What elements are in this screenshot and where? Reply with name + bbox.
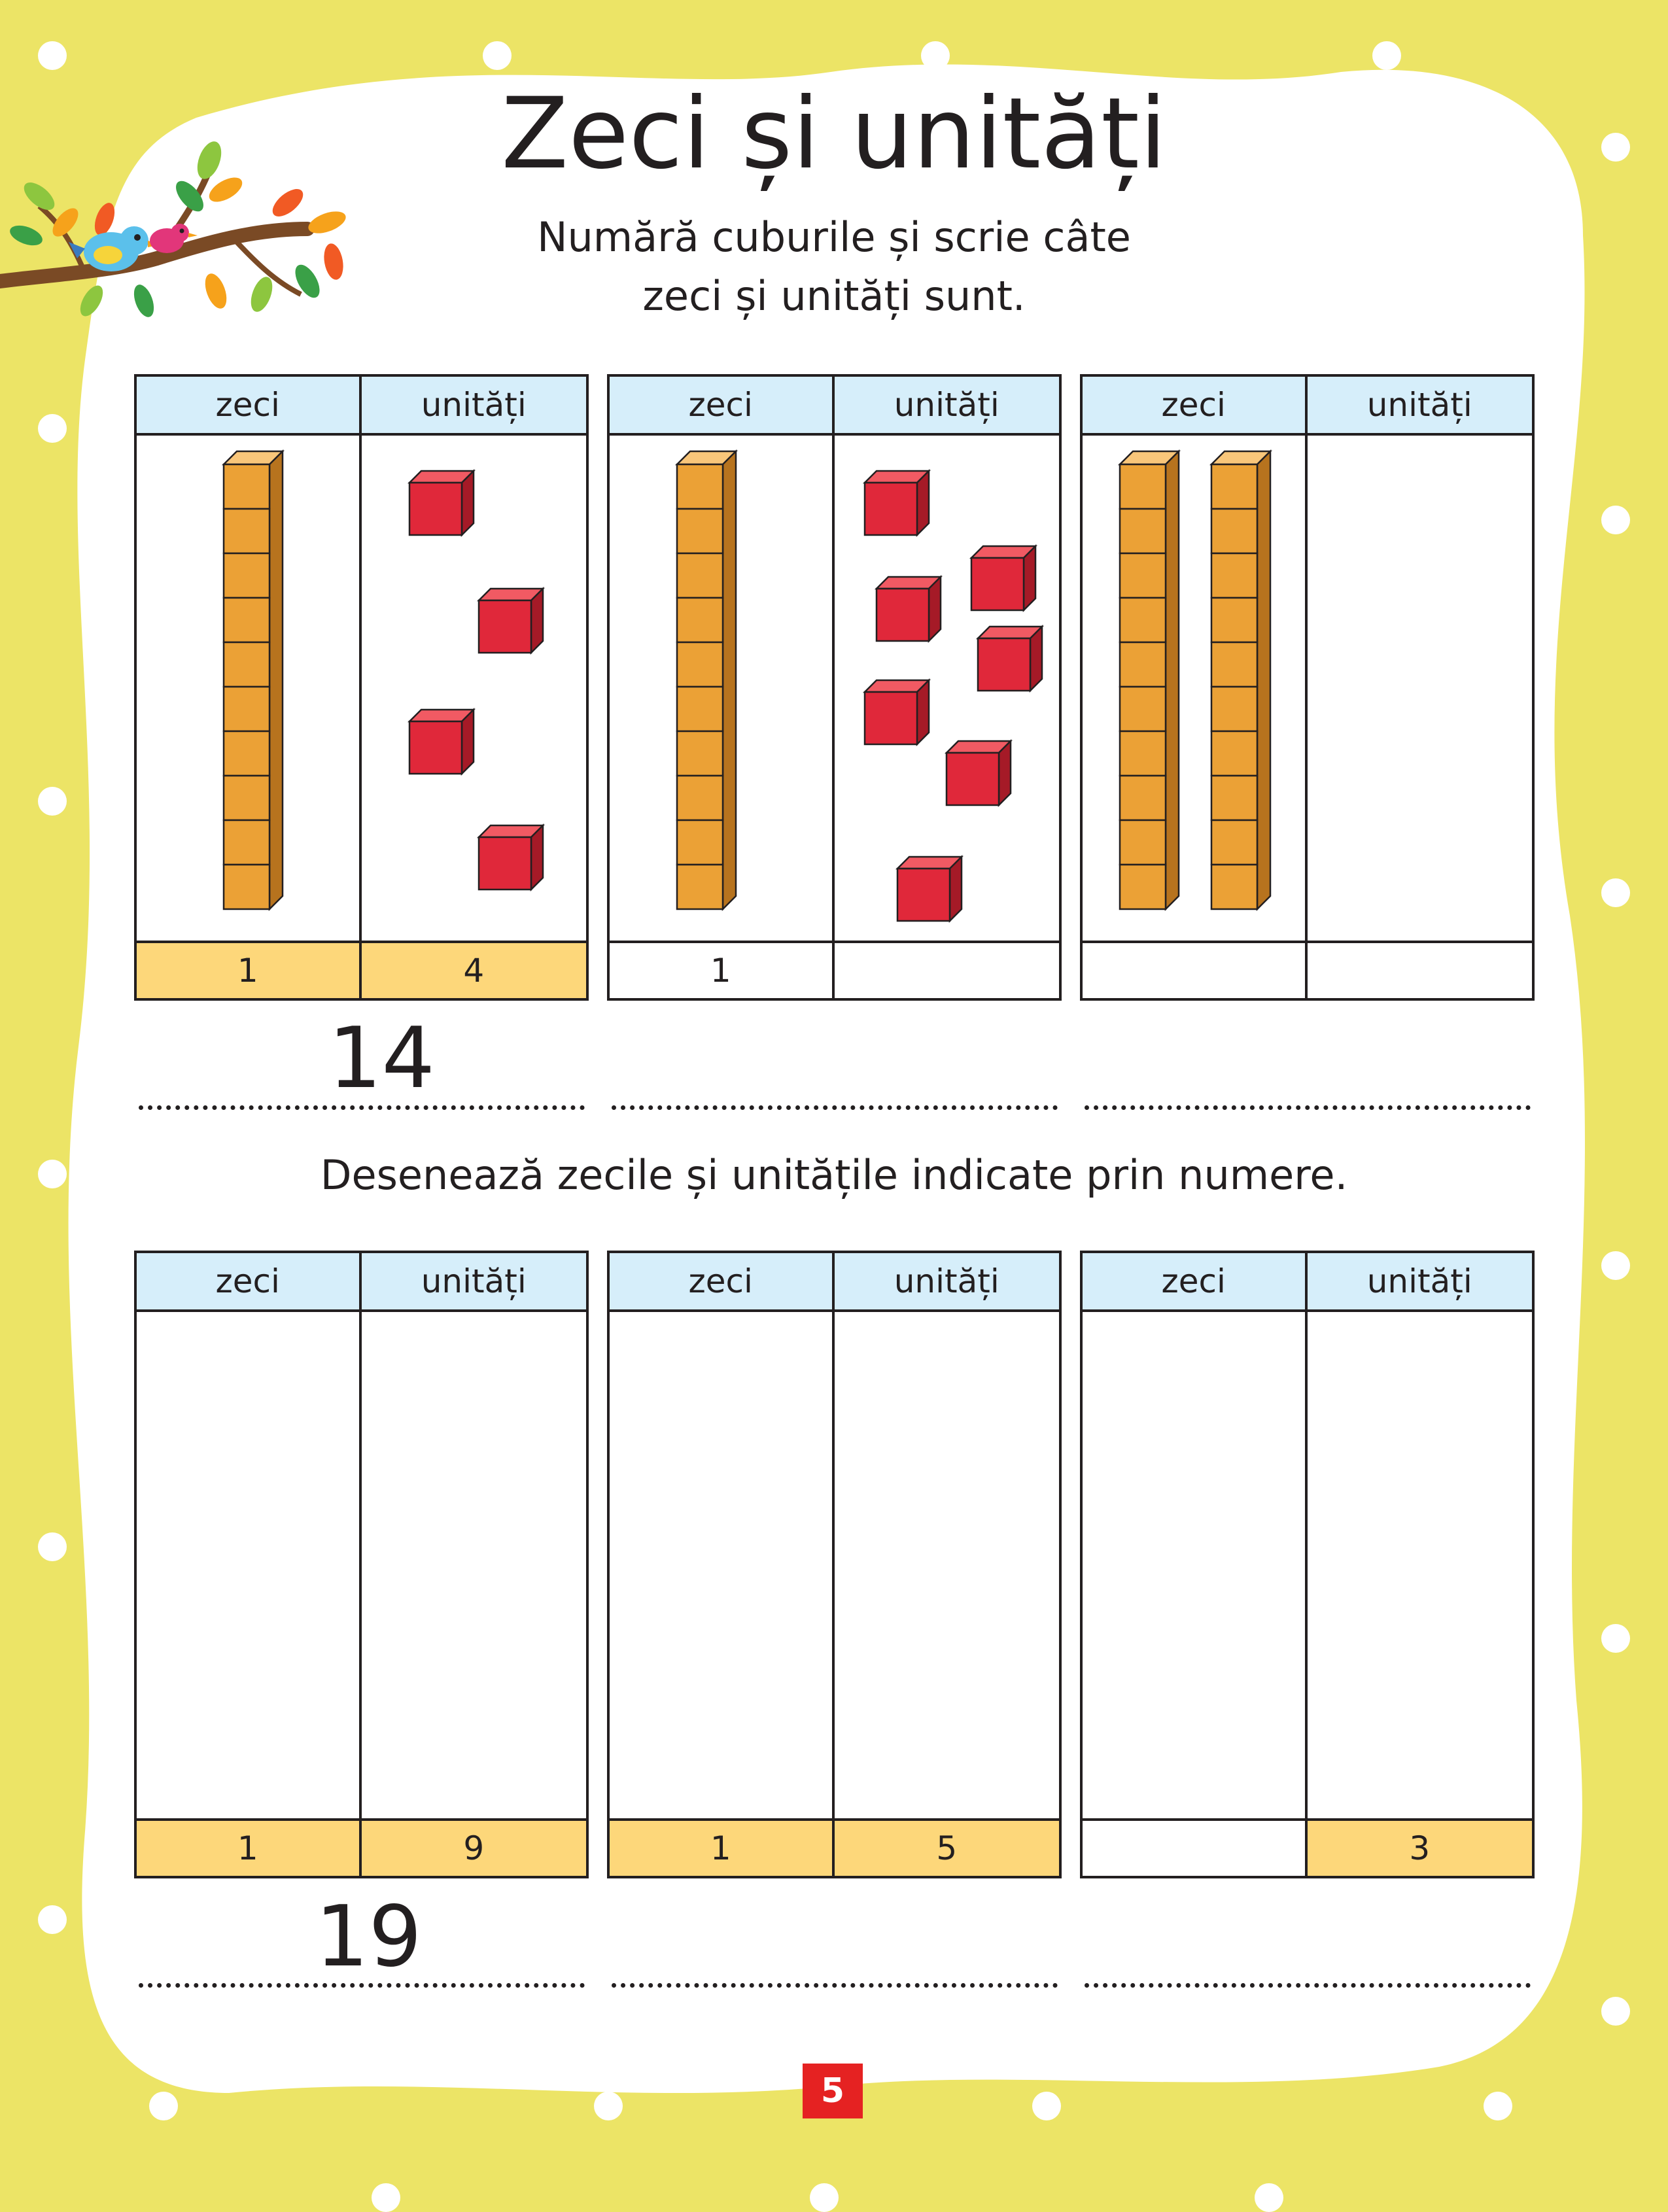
answer-line[interactable] — [1085, 1105, 1531, 1110]
unit-cube — [971, 558, 1024, 610]
tens-rod-unit — [677, 687, 723, 731]
ones-header: unități — [1308, 1253, 1533, 1312]
tens-rod-unit — [677, 820, 723, 865]
unit-cube — [409, 483, 462, 535]
ones-drawing-area[interactable] — [835, 1312, 1060, 1818]
ones-drawing-area[interactable] — [362, 1312, 587, 1818]
instruction-line-2: zeci și unități sunt. — [642, 272, 1026, 320]
tens-rod-side — [269, 451, 283, 909]
tens-rod-unit — [1120, 642, 1166, 687]
tens-header: zeci — [1083, 377, 1308, 436]
tens-drawing-area[interactable] — [610, 1312, 835, 1818]
ones-value: 5 — [835, 1818, 1060, 1876]
place-value-table — [1080, 1251, 1535, 1878]
unit-cube — [978, 638, 1030, 691]
unit-cube-side — [462, 710, 474, 774]
tens-rod-unit — [1120, 687, 1166, 731]
ones-value: 9 — [362, 1818, 587, 1876]
unit-cube-side — [917, 471, 929, 535]
tens-header: zeci — [610, 1253, 835, 1312]
tens-rod-unit — [1211, 865, 1257, 909]
unit-cube — [897, 869, 950, 921]
ones-drawing-area[interactable] — [1308, 1312, 1533, 1818]
unit-cube — [409, 721, 462, 774]
tens-rod-side — [723, 451, 736, 909]
tens-rod-unit — [224, 509, 269, 553]
tens-rod-unit — [1120, 776, 1166, 820]
unit-cube-side — [1030, 627, 1042, 691]
tens-rod-unit — [224, 820, 269, 865]
place-value-table — [134, 1251, 589, 1878]
answer-line[interactable] — [612, 1983, 1058, 1988]
tens-rod-unit — [1120, 598, 1166, 642]
unit-cube-side — [462, 471, 474, 535]
tens-rod-unit — [1120, 509, 1166, 553]
tens-rod-unit — [677, 509, 723, 553]
tens-rod-side — [1166, 451, 1179, 909]
tens-header: zeci — [1083, 1253, 1308, 1312]
tens-drawing-area[interactable] — [1083, 1312, 1308, 1818]
unit-cube-side — [950, 857, 962, 921]
unit-cube — [947, 753, 999, 805]
tens-rod-unit — [1211, 776, 1257, 820]
answer-line[interactable] — [612, 1105, 1058, 1110]
ones-header: unități — [1308, 377, 1533, 436]
unit-cube — [479, 600, 531, 653]
tens-rod-unit — [677, 642, 723, 687]
tens-rod-unit — [677, 464, 723, 509]
tens-rod-unit — [677, 865, 723, 909]
unit-cube — [865, 692, 917, 744]
unit-cube-side — [929, 577, 941, 641]
polka-dot — [372, 2183, 400, 2212]
tens-rod-unit — [224, 687, 269, 731]
tens-rod-unit — [1211, 687, 1257, 731]
tens-rod-unit — [677, 776, 723, 820]
answer-line[interactable] — [139, 1983, 585, 1988]
tens-rod-unit — [224, 553, 269, 598]
polka-dot — [1255, 2183, 1283, 2212]
unit-cube — [877, 589, 929, 641]
tens-rod-unit — [1211, 820, 1257, 865]
unit-cube-side — [531, 589, 543, 653]
tens-rod-unit — [1211, 553, 1257, 598]
tens-rod-unit — [1120, 731, 1166, 776]
tens-rod-unit — [677, 553, 723, 598]
tens-value: 1 — [137, 941, 362, 998]
tens-rod-unit — [1211, 731, 1257, 776]
tens-rod-side — [1257, 451, 1270, 909]
ones-header: unități — [362, 377, 587, 436]
tens-rod-unit — [1211, 464, 1257, 509]
instruction-draw: Desenează zecile și unitățile indicate prin numere. — [320, 1151, 1348, 1199]
page-title: Zeci și unități — [501, 77, 1167, 191]
tens-rod-unit — [677, 598, 723, 642]
tens-rod-unit — [1120, 865, 1166, 909]
tens-rod-unit — [224, 731, 269, 776]
ones-header: unități — [835, 377, 1060, 436]
tens-rod-unit — [1211, 598, 1257, 642]
instruction-line-1: Numără cuburile și scrie câte — [537, 213, 1131, 261]
tens-header: zeci — [610, 377, 835, 436]
answer-number: 14 — [328, 1010, 435, 1107]
ones-header: unități — [835, 1253, 1060, 1312]
unit-cube — [479, 837, 531, 890]
unit-cube-side — [1024, 546, 1035, 610]
tens-rod-unit — [1211, 642, 1257, 687]
tens-rod-unit — [1120, 553, 1166, 598]
unit-cube — [865, 483, 917, 535]
tens-header: zeci — [137, 1253, 362, 1312]
tens-rod-unit — [224, 776, 269, 820]
tens-rod-unit — [1120, 464, 1166, 509]
polka-dot — [810, 2183, 839, 2212]
tens-rod-unit — [677, 731, 723, 776]
ones-value: 4 — [362, 941, 587, 998]
unit-cube-side — [917, 680, 929, 744]
tens-rod-unit — [224, 642, 269, 687]
tens-rod-unit — [224, 865, 269, 909]
tens-value — [1083, 1818, 1308, 1876]
answer-number: 19 — [315, 1888, 422, 1986]
answer-line[interactable] — [1085, 1983, 1531, 1988]
place-value-table — [607, 1251, 1062, 1878]
unit-cube-side — [531, 825, 543, 890]
answer-line[interactable] — [139, 1105, 585, 1110]
tens-value: 1 — [610, 1818, 835, 1876]
unit-cube-side — [999, 741, 1011, 805]
tens-drawing-area[interactable] — [137, 1312, 362, 1818]
ones-header: unități — [362, 1253, 587, 1312]
tens-value: 1 — [137, 1818, 362, 1876]
tens-rod-unit — [224, 598, 269, 642]
page-number: 5 — [803, 2064, 863, 2118]
tens-rod-unit — [224, 464, 269, 509]
tens-value: 1 — [610, 941, 835, 998]
tens-header: zeci — [137, 377, 362, 436]
ones-value: 3 — [1308, 1818, 1533, 1876]
tens-rod-unit — [1120, 820, 1166, 865]
tens-rod-unit — [1211, 509, 1257, 553]
